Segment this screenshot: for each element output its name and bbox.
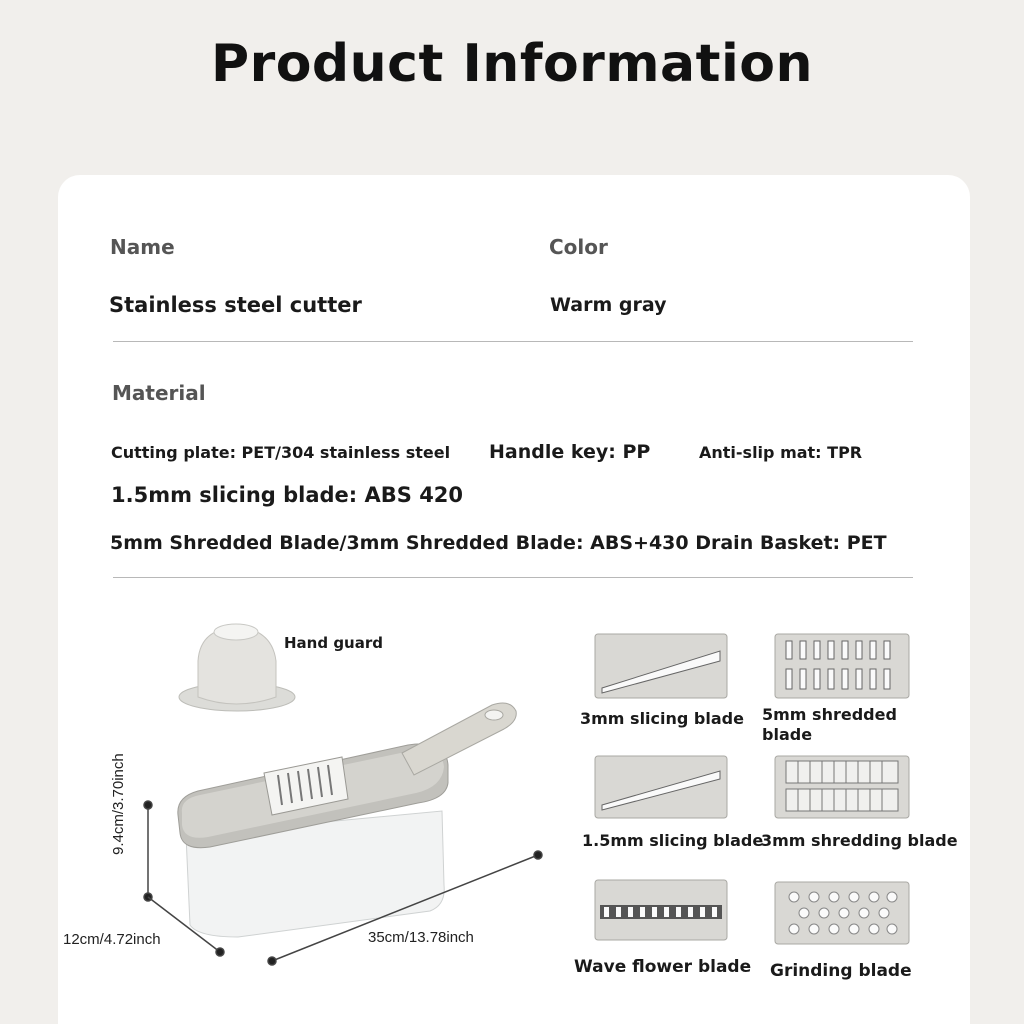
length-dimension: 35cm/13.78inch (368, 929, 474, 946)
material-cutting-plate: Cutting plate: PET/304 stainless steel (111, 443, 451, 462)
slicing-blade-icon (594, 755, 728, 819)
name-value: Stainless steel cutter (109, 293, 362, 317)
hand-guard-icon (179, 624, 295, 711)
blade-3mm-shredding (774, 755, 910, 819)
material-shredded-drain: 5mm Shredded Blade/3mm Shredded Blade: ABS+430 Drain Basket: PET (110, 532, 887, 554)
blade-grinding (774, 881, 910, 945)
material-handle-key: Handle key: PP (489, 441, 651, 463)
width-dimension: 12cm/4.72inch (63, 931, 161, 948)
blade-wave-flower (594, 879, 728, 941)
blade-label: 3mm shredding blade (761, 831, 958, 850)
info-card (58, 175, 970, 1024)
shredding-blade-icon (774, 755, 910, 819)
divider (113, 341, 913, 342)
material-slicing-blade: 1.5mm slicing blade: ABS 420 (111, 483, 464, 507)
blade-label: 5mm shredded blade (762, 705, 897, 744)
color-value: Warm gray (550, 294, 667, 316)
blade-label: 1.5mm slicing blade (582, 831, 764, 850)
blade-1-5mm-slicing (594, 755, 728, 819)
blade-label: Grinding blade (770, 961, 912, 981)
container-icon (178, 703, 516, 937)
page-title: Product Information (210, 34, 814, 94)
blade-3mm-slicing (594, 633, 728, 699)
blade-5mm-shredded (774, 633, 910, 699)
product-diagram (58, 615, 578, 975)
color-label: Color (549, 235, 608, 259)
divider (113, 577, 913, 578)
hand-guard-label: Hand guard (284, 634, 383, 652)
shredded-blade-icon (774, 633, 910, 699)
height-dimension: 9.4cm/3.70inch (110, 753, 127, 855)
name-label: Name (110, 235, 175, 259)
slicing-blade-icon (594, 633, 728, 699)
blade-label: Wave flower blade (574, 957, 752, 977)
blade-label: 3mm slicing blade (580, 709, 744, 728)
material-label: Material (112, 381, 206, 405)
wave-flower-blade-icon (594, 879, 728, 941)
grinding-blade-icon (774, 881, 910, 945)
material-anti-slip: Anti-slip mat: TPR (699, 443, 863, 462)
